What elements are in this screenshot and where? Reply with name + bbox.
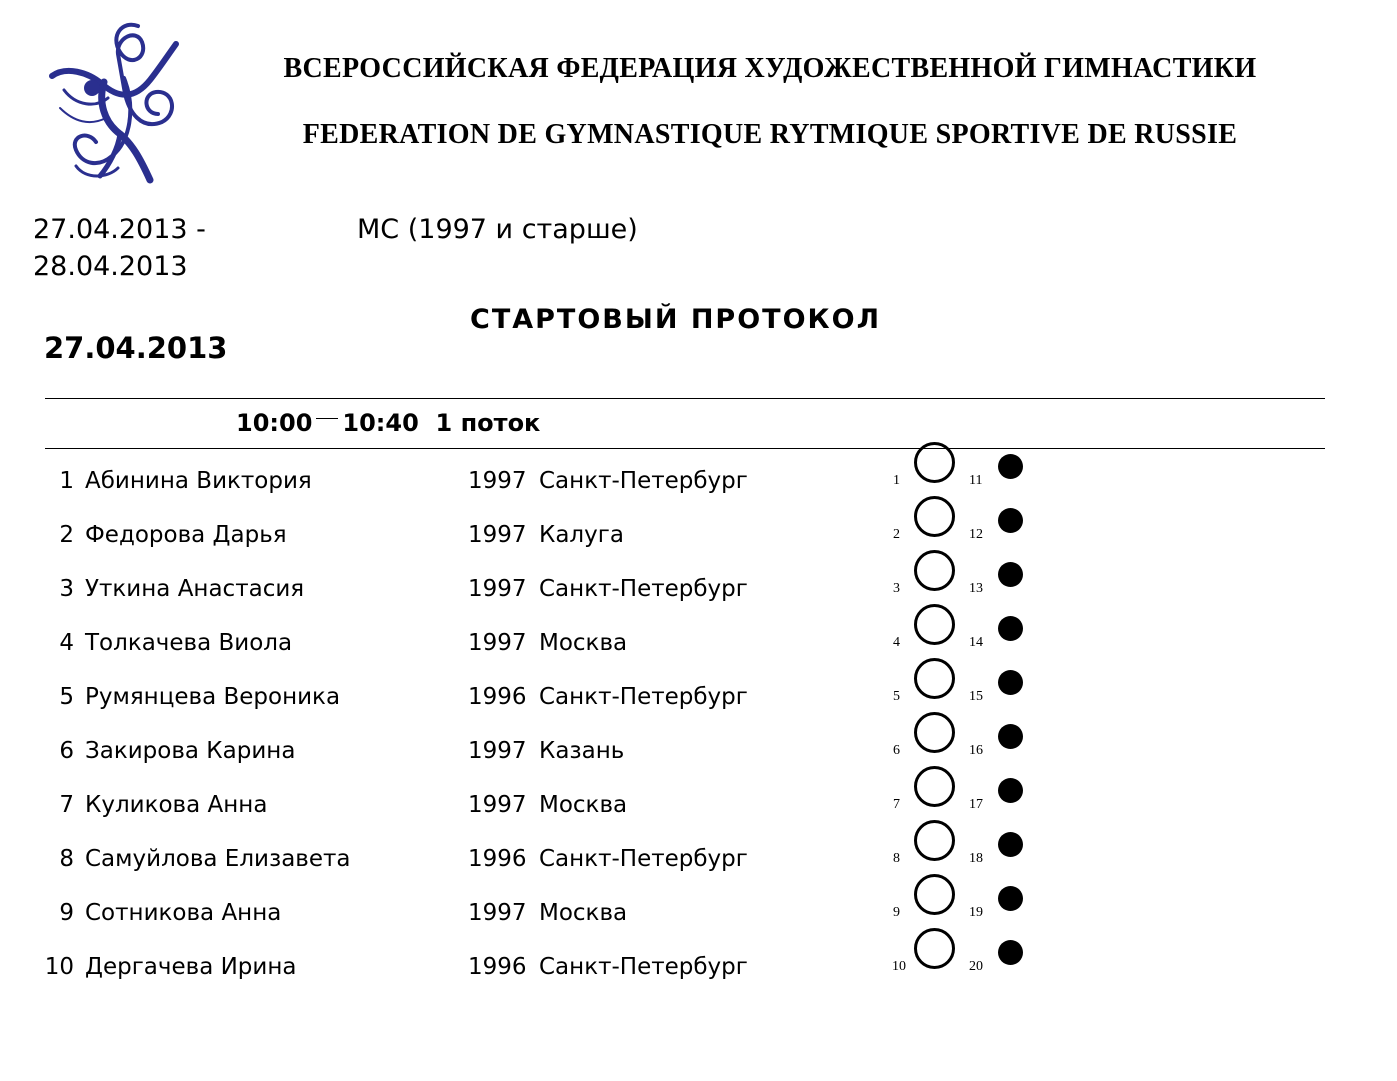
dot-icon [998,832,1023,857]
athlete-row [0,844,1397,898]
athlete-city: Санкт-Петербург [539,684,748,710]
athlete-name: Абинина Виктория [85,468,312,494]
divider-bottom [45,448,1325,449]
ring-number: 8 [893,851,900,866]
start-number: 1 [59,468,74,494]
dot-number: 18 [969,851,983,866]
athlete-name: Уткина Анастасия [85,576,305,602]
dot-icon [998,454,1023,479]
start-number: 9 [59,900,74,926]
start-number: 3 [59,576,74,602]
federation-logo [46,18,181,186]
dot-number: 20 [969,959,983,974]
ring-number: 5 [893,689,900,704]
federation-title-fr: FEDERATION DE GYMNASTIQUE RYTMIQUE SPORTIVE DE RUSSIE [302,119,1238,150]
competition-dates [33,211,206,285]
ring-icon [914,550,955,591]
ring-icon [914,658,955,699]
athlete-city: Санкт-Петербург [539,468,748,494]
birth-year: 1997 [468,738,527,764]
start-number: 6 [59,738,74,764]
athlete-row [0,790,1397,844]
athlete-name: Румянцева Вероника [85,684,341,710]
dot-icon [998,508,1023,533]
ring-icon [914,820,955,861]
start-number: 7 [59,792,74,818]
dot-number: 11 [969,473,983,488]
dot-icon [998,940,1023,965]
protocol-heading-clip [470,298,910,335]
athlete-city: Санкт-Петербург [539,576,748,602]
athlete-row [0,898,1397,952]
birth-year: 1996 [468,954,527,980]
athlete-row [0,736,1397,790]
athlete-name: Дергачева Ирина [85,954,297,980]
athlete-row [0,682,1397,736]
dot-number: 13 [969,581,983,596]
athlete-city: Санкт-Петербург [539,846,748,872]
stream-label: 1 поток [435,409,541,437]
protocol-heading: СТАРТОВЫЙ ПРОТОКОЛ [470,304,881,335]
ring-icon [914,874,955,915]
dot-icon [998,562,1023,587]
date-from: 27.04.2013 - [33,214,206,245]
athlete-row [0,574,1397,628]
day-heading: 27.04.2013 [44,331,228,365]
stream-time-end: 10:40 [342,409,419,437]
athlete-city: Москва [539,630,628,656]
dot-number: 16 [969,743,983,758]
dot-icon [998,670,1023,695]
athlete-name: Куликова Анна [85,792,268,818]
ring-number: 4 [893,635,900,650]
start-number: 2 [59,522,74,548]
birth-year: 1997 [468,630,527,656]
ring-icon [914,604,955,645]
ring-number: 1 [893,473,900,488]
dot-number: 19 [969,905,983,920]
dot-icon [998,616,1023,641]
stream-time-start: 10:00 [236,409,313,437]
ring-icon [914,928,955,969]
ring-number: 6 [893,743,900,758]
date-to: 28.04.2013 [33,251,188,282]
athlete-city: Москва [539,792,628,818]
athlete-city: Москва [539,900,628,926]
ring-icon [914,442,955,483]
birth-year: 1996 [468,684,527,710]
athlete-name: Самуйлова Елизавета [85,846,351,872]
athlete-name: Закирова Карина [85,738,296,764]
time-separator [316,418,338,419]
start-number: 8 [59,846,74,872]
athlete-city: Казань [539,738,625,764]
birth-year: 1996 [468,846,527,872]
stream-header [236,409,540,437]
ring-icon [914,766,955,807]
athlete-name: Толкачева Виола [85,630,293,656]
athlete-city: Санкт-Петербург [539,954,748,980]
ring-icon [914,712,955,753]
ring-number: 3 [893,581,900,596]
dot-number: 14 [969,635,983,650]
athlete-row [0,628,1397,682]
athlete-name: Федорова Дарья [85,522,287,548]
athlete-name: Сотникова Анна [85,900,282,926]
athlete-row [0,466,1397,520]
dot-icon [998,778,1023,803]
birth-year: 1997 [468,792,527,818]
start-number: 10 [44,954,74,980]
start-number: 5 [59,684,74,710]
ring-number: 7 [893,797,900,812]
athlete-city: Калуга [539,522,624,548]
dot-icon [998,724,1023,749]
birth-year: 1997 [468,468,527,494]
dot-number: 12 [969,527,983,542]
category-label: МС (1997 и старше) [357,214,638,245]
birth-year: 1997 [468,576,527,602]
ring-number: 10 [892,959,906,974]
dot-number: 17 [969,797,983,812]
start-number: 4 [59,630,74,656]
ring-number: 2 [893,527,900,542]
ring-icon [914,496,955,537]
athlete-row [0,520,1397,574]
birth-year: 1997 [468,900,527,926]
dot-icon [998,886,1023,911]
birth-year: 1997 [468,522,527,548]
athlete-row [0,952,1397,1006]
federation-title-ru: ВСЕРОССИЙСКАЯ ФЕДЕРАЦИЯ ХУДОЖЕСТВЕННОЙ ГИМНАСТИКИ [283,53,1257,84]
ring-number: 9 [893,905,900,920]
dot-number: 15 [969,689,983,704]
divider-top [45,398,1325,399]
